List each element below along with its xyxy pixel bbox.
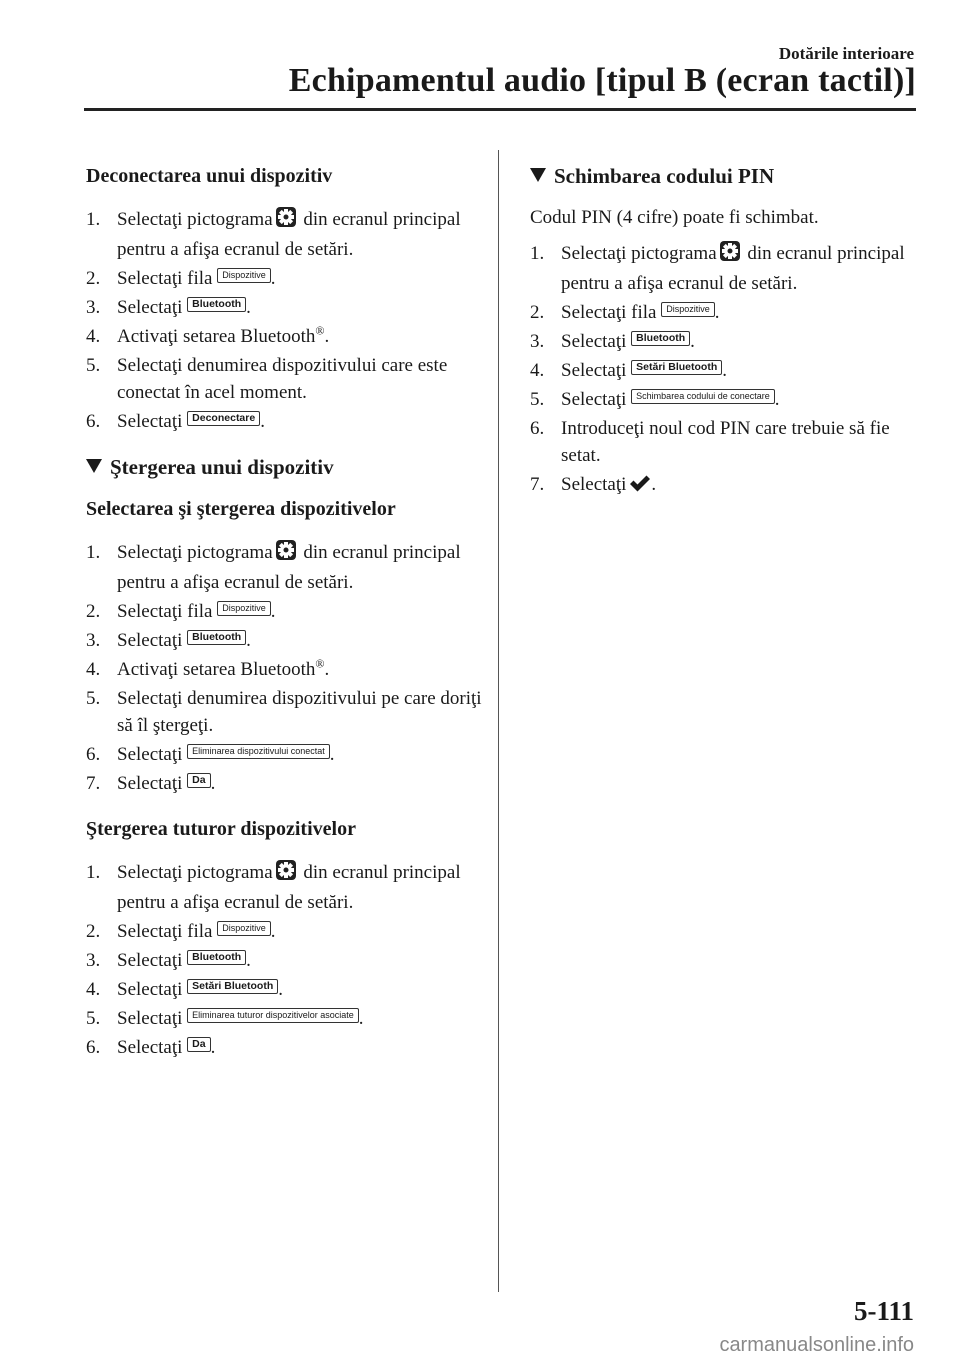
step: 1. Selectaţi pictograma din ecranul principal pentru a afişa ecranul de setări. (86, 206, 486, 263)
da-button: Da (187, 1037, 210, 1052)
step: 2. Selectaţi fila Dispozitive . (86, 268, 276, 289)
bluetooth-button: Bluetooth (187, 297, 246, 312)
gear-icon (275, 539, 297, 569)
step: 4. Activaţi setarea Bluetooth®. (86, 323, 330, 347)
change-pin-code-button: Schimbarea codului de conectare (631, 389, 775, 404)
step: 6. Selectaţi Da . (86, 1037, 216, 1058)
step: 6. Selectaţi Deconectare . (86, 411, 265, 432)
delete-all-heading: Ştergerea tuturor dispozitivelor (86, 818, 356, 840)
page-title: Echipamentul audio [tipul B (ecran tactil)] (288, 62, 916, 99)
step: 1. Selectaţi pictograma din ecranul principal pentru a afişa ecranul de setări. (86, 539, 486, 596)
dispozitive-tab-button: Dispozitive (661, 302, 715, 317)
step: 1. Selectaţi pictograma din ecranul principal pentru a afişa ecranul de setări. (530, 240, 930, 297)
step: 2. Selectaţi fila Dispozitive . (86, 601, 276, 622)
dispozitive-tab-button: Dispozitive (217, 921, 271, 936)
step: 5. Selectaţi denumirea dispozitivului pe care doriţi să îl ştergeţi. (86, 688, 482, 736)
step: 6. Introduceţi noul cod PIN care trebuie să fie setat. (530, 418, 890, 466)
step: 4. Selectaţi Setări Bluetooth . (530, 360, 728, 381)
step: 7. Selectaţi Da . (86, 773, 216, 794)
column-divider (498, 150, 499, 1292)
dispozitive-tab-button: Dispozitive (217, 601, 271, 616)
disconnect-heading: Deconectarea unui dispozitiv (86, 165, 333, 187)
step: 2. Selectaţi fila Dispozitive . (530, 302, 720, 323)
triangle-down-icon (530, 168, 546, 182)
checkmark-icon (629, 474, 651, 501)
delete-section-heading: Ştergerea unui dispozitiv (86, 453, 486, 481)
step: 3. Selectaţi Bluetooth . (86, 297, 251, 318)
step: 4. Selectaţi Setări Bluetooth . (86, 979, 284, 1000)
step: 4. Activaţi setarea Bluetooth®. (86, 656, 330, 680)
da-button: Da (187, 773, 210, 788)
gear-icon (275, 859, 297, 889)
step: 3. Selectaţi Bluetooth . (530, 331, 695, 352)
step: 2. Selectaţi fila Dispozitive . (86, 921, 276, 942)
change-pin-intro: Codul PIN (4 cifre) poate fi schimbat. (530, 207, 819, 228)
bluetooth-button: Bluetooth (187, 950, 246, 965)
select-delete-heading: Selectarea şi ştergerea dispozitivelor (86, 498, 396, 520)
right-column (530, 162, 930, 519)
bluetooth-button: Bluetooth (187, 630, 246, 645)
bluetooth-settings-button: Setări Bluetooth (187, 979, 278, 994)
step: 5. Selectaţi Schimbarea codului de conectare . (530, 389, 780, 410)
gear-icon (275, 206, 297, 236)
gear-icon (719, 240, 741, 270)
deconectare-button: Deconectare (187, 411, 260, 426)
remove-connected-device-button: Eliminarea dispozitivului conectat (187, 744, 330, 759)
step: 1. Selectaţi pictograma din ecranul principal pentru a afişa ecranul de setări. (86, 859, 486, 916)
delete-all-steps (86, 859, 486, 1061)
select-delete-steps (86, 539, 486, 797)
page-number: 5-111 (853, 1296, 914, 1326)
chapter-label: Dotările interioare (778, 44, 914, 63)
step: 5. Selectaţi denumirea dispozitivului care este conectat în acel moment. (86, 355, 448, 403)
bluetooth-button: Bluetooth (631, 331, 690, 346)
dispozitive-tab-button: Dispozitive (217, 268, 271, 283)
step: 7. Selectaţi . (530, 471, 930, 501)
step: 6. Selectaţi Eliminarea dispozitivului conectat . (86, 744, 335, 765)
disconnect-steps (86, 206, 486, 435)
left-column (86, 162, 486, 1079)
change-pin-heading: Schimbarea codului PIN (530, 162, 930, 190)
bluetooth-settings-button: Setări Bluetooth (631, 360, 722, 375)
remove-all-devices-button: Eliminarea tuturor dispozitivelor asociate (187, 1008, 359, 1023)
header-rule (84, 108, 916, 111)
triangle-down-icon (86, 459, 102, 473)
change-pin-steps (530, 240, 930, 501)
step: 3. Selectaţi Bluetooth . (86, 950, 251, 971)
watermark: carmanualsonline.info (719, 1334, 914, 1356)
step: 3. Selectaţi Bluetooth . (86, 630, 251, 651)
step: 5. Selectaţi Eliminarea tuturor dispozitivelor asociate . (86, 1008, 364, 1029)
